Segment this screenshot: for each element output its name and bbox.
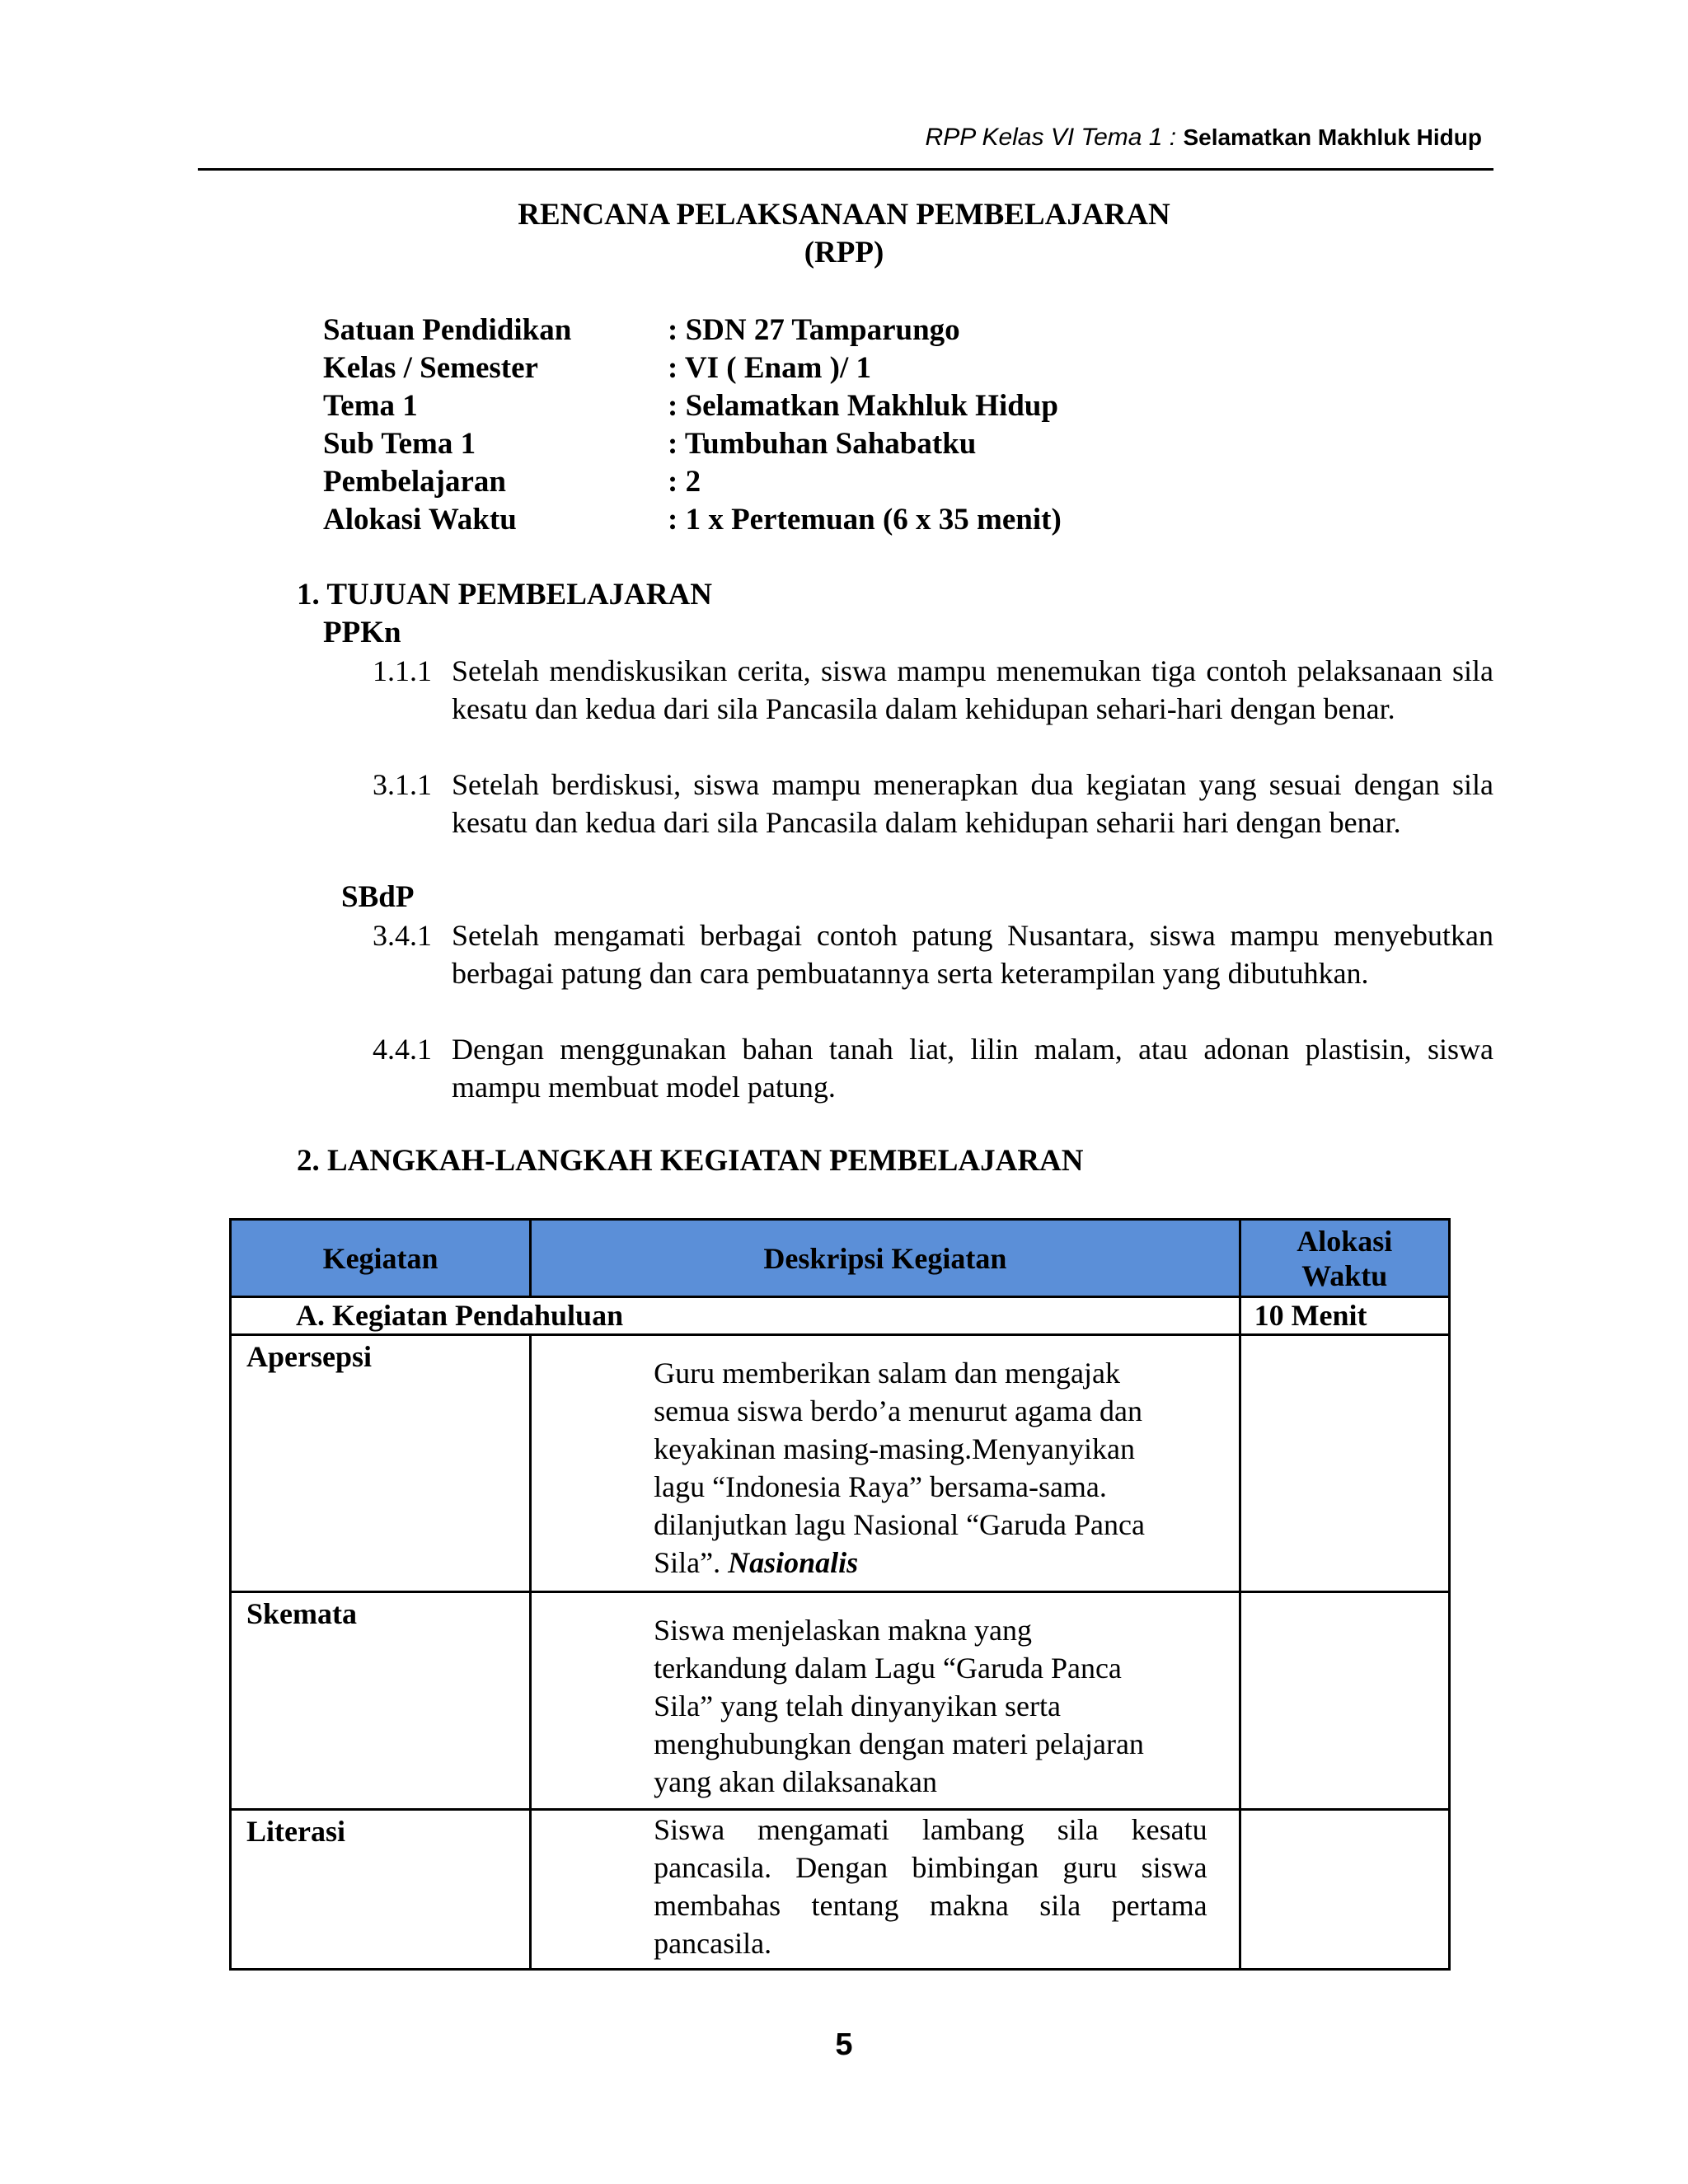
description-line: Siswa menjelaskan makna yang <box>654 1614 1033 1647</box>
identity-label: Alokasi Waktu <box>323 503 517 537</box>
table-row <box>231 1810 1450 1970</box>
objective-number: 4.4.1 <box>373 1033 432 1066</box>
activity-description <box>531 1335 1240 1592</box>
objective-number: 3.1.1 <box>373 768 432 801</box>
alokasi-line-1: Alokasi <box>1296 1224 1393 1258</box>
objective-number: 1.1.1 <box>373 654 432 687</box>
subject-heading-ppkn: PPKn <box>323 616 401 649</box>
table-row <box>231 1335 1450 1592</box>
activity-description <box>531 1592 1240 1810</box>
table-row <box>231 1592 1450 1810</box>
description-line: lagu “Indonesia Raya” bersama-sama. <box>654 1470 1107 1503</box>
identity-value: : Tumbuhan Sahabatku <box>668 427 977 461</box>
column-header-kegiatan: Kegiatan <box>231 1220 531 1297</box>
running-header-theme: Selamatkan Makhluk Hidup <box>1183 124 1482 150</box>
identity-value: : VI ( Enam )/ 1 <box>668 351 872 385</box>
subject-heading-sbdp: SBdP <box>341 880 415 914</box>
identity-label: Satuan Pendidikan <box>323 313 572 347</box>
alokasi-line-2: Waktu <box>1301 1258 1388 1292</box>
objective-text: Setelah berdiskusi, siswa mampu menerapkan dua kegiatan yang sesuai dengan sila kesatu dan kedua dari sila Pancasila dalam kehidupan seharii hari dengan benar. <box>452 768 1493 839</box>
description-line: keyakinan masing-masing.Menyanyikan <box>654 1432 1136 1465</box>
description-line: Sila” yang telah dinyanyikan serta <box>654 1690 1061 1722</box>
identity-label: Pembelajaran <box>323 465 506 499</box>
section-heading-objectives: 1. TUJUAN PEMBELAJARAN <box>297 578 712 612</box>
identity-label: Tema 1 <box>323 389 418 423</box>
activity-time <box>1240 1335 1449 1592</box>
objective-text: Setelah mendiskusikan cerita, siswa mampu menemukan tiga contoh pelaksanaan sila kesatu dan kedua dari sila Pancasila dalam kehidupan sehari-hari dengan benar. <box>452 654 1493 725</box>
phase-time: 10 Menit <box>1240 1297 1449 1335</box>
activity-name: Literasi <box>231 1810 531 1970</box>
identity-label: Sub Tema 1 <box>323 427 476 461</box>
header-rule <box>198 168 1493 171</box>
description-line: Guru memberikan salam dan mengajak <box>654 1357 1120 1390</box>
description-text: Sila”. <box>654 1546 729 1579</box>
description-line <box>654 1544 1207 1582</box>
identity-value: : 2 <box>668 465 701 499</box>
description-line: dilanjutkan lagu Nasional “Garuda Panca <box>654 1508 1145 1541</box>
column-header-alokasi <box>1240 1220 1449 1297</box>
description-line: terkandung dalam Lagu “Garuda Panca <box>654 1652 1122 1685</box>
running-header-prefix: RPP Kelas VI Tema 1 : <box>925 124 1184 151</box>
activity-name: Skemata <box>231 1592 531 1810</box>
phase-row <box>231 1297 1450 1335</box>
page-number: 5 <box>835 2027 853 2062</box>
activity-time <box>1240 1810 1449 1970</box>
document-subtitle: (RPP) <box>804 236 884 269</box>
document-title: RENCANA PELAKSANAAN PEMBELAJARAN <box>518 198 1170 232</box>
objective-number: 3.4.1 <box>373 919 432 952</box>
activity-name: Apersepsi <box>231 1335 531 1592</box>
description-line: yang akan dilaksanakan <box>654 1765 938 1798</box>
activity-time <box>1240 1592 1449 1810</box>
objective-text: Setelah mengamati berbagai contoh patung Nusantara, siswa mampu menyebutkan berbagai patung dan cara pembuatannya serta keterampilan yang dibutuhkan. <box>452 919 1493 990</box>
activity-description: Siswa mengamati lambang sila kesatu pancasila. Dengan bimbingan guru siswa membahas tentang makna sila pertama pancasila. <box>531 1810 1240 1970</box>
phase-label: A. Kegiatan Pendahuluan <box>231 1297 1240 1335</box>
learning-steps-table <box>229 1218 1451 1971</box>
description-line: semua siswa berdo’a menurut agama dan <box>654 1394 1142 1427</box>
running-header <box>926 124 1482 152</box>
description-line: menghubungkan dengan materi pelajaran <box>654 1727 1144 1760</box>
identity-value: : 1 x Pertemuan (6 x 35 menit) <box>668 503 1062 537</box>
column-header-deskripsi: Deskripsi Kegiatan <box>531 1220 1240 1297</box>
identity-value: : Selamatkan Makhluk Hidup <box>668 389 1058 423</box>
objective-text: Dengan menggunakan bahan tanah liat, lilin malam, atau adonan plastisin, siswa mampu membuat model patung. <box>452 1033 1493 1104</box>
character-value: Nasionalis <box>728 1546 859 1579</box>
table-header-row <box>231 1220 1450 1297</box>
identity-value: : SDN 27 Tamparungo <box>668 313 960 347</box>
section-heading-steps: 2. LANGKAH-LANGKAH KEGIATAN PEMBELAJARAN <box>297 1144 1084 1178</box>
identity-label: Kelas / Semester <box>323 351 538 385</box>
